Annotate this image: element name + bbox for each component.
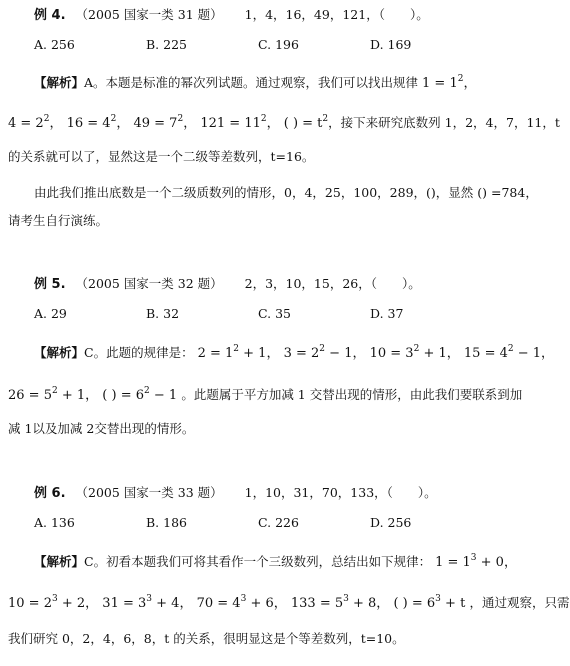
example-4-option-b: B. 225	[146, 37, 187, 52]
example-5-option-d: D. 37	[370, 306, 404, 321]
example-4-sequence: 1，4，16，49，121，（ ）。	[244, 7, 429, 22]
example-6-header	[34, 484, 437, 503]
example-6-sequence: 1，10，31，70，133，（ ）。	[244, 485, 437, 500]
example-5-analysis-text: C。此题的规律是：	[84, 345, 194, 360]
example-6-analysis-line-1	[34, 553, 517, 572]
example-6-option-d: D. 256	[370, 515, 412, 530]
example-5-label: 例 5.	[34, 277, 66, 292]
example-5-analysis-line-1	[34, 344, 554, 363]
example-6-option-a: A. 136	[34, 515, 75, 530]
example-4-label: 例 4.	[34, 8, 66, 23]
example-6-analysis-text: C。初看本题我们可将其看作一个三级数列，总结出如下规律：	[84, 554, 432, 569]
example-4-analysis-line-2: $4 = 2^2$， $16 = 4^2$， $49 = 7^2$， $121 = 11^2$， ( ) = $t^2$，接下来研究底数列 1，2，4，7，11，t	[8, 114, 560, 131]
example-4-analysis-line-5: 请考生自行演练。	[8, 213, 109, 228]
example-4-source: （2005 国家一类 31 题）	[75, 7, 223, 22]
example-5-analysis-line-3: 减 1以及加减 2交替出现的情形。	[8, 421, 195, 436]
example-4-option-d: D. 169	[370, 37, 412, 52]
example-6-label: 例 6.	[34, 486, 66, 501]
example-5-option-a: A. 29	[34, 306, 67, 321]
example-4-analysis-line-1	[34, 74, 476, 93]
example-4-header	[34, 6, 429, 25]
example-5-option-c: C. 35	[258, 306, 291, 321]
example-4-option-c: C. 196	[258, 37, 299, 52]
example-6-source: （2005 国家一类 33 题）	[75, 485, 223, 500]
example-5-analysis-line-2: $26 = 5^2 + 1$， ( ) = $6^2 - 1$ 。此题属于平方加减 1 交替出现的情形，由此我们要联系到加	[8, 386, 523, 403]
example-5-source: （2005 国家一类 32 题）	[75, 276, 223, 291]
example-5-analysis-tag: 【解析】	[34, 345, 85, 360]
example-5-rule-formula: $2 = 1^2 + 1$， $3 = 2^2 - 1$， $10 = 3^2 + 1$， $15 = 4^2 - 1$，	[197, 344, 555, 361]
example-6-analysis-line-2: $10 = 2^3 + 2$， $31 = 3^3 + 4$， $70 = 4^3 + 6$， $133 = 5^3 + 8$， ( ) = $6^3 + t$ ，通过观察，只需	[8, 594, 570, 611]
example-4-rule-formula: $1 = 1^2$，	[422, 74, 477, 91]
example-6-analysis-line-3: 我们研究 0，2，4，6，8，t 的关系，很明显这是个等差数列，t=10。	[8, 631, 405, 646]
example-6-option-c: C. 226	[258, 515, 299, 530]
example-5-option-b: B. 32	[146, 306, 180, 321]
example-4-analysis-text: A。本题是标准的幂次列试题。通过观察，我们可以找出规律	[84, 75, 419, 90]
example-4-analysis-line-3: 的关系就可以了，显然这是一个二级等差数列，t=16。	[8, 149, 315, 164]
example-4-option-a: A. 256	[34, 37, 75, 52]
example-5-header	[34, 275, 421, 294]
example-6-rule-formula: $1 = 1^3 + 0$，	[435, 553, 517, 570]
example-4-analysis-line-4: 由此我们推出底数是一个二级质数列的情形，0，4，25，100，289，()，显然 () =784，	[34, 185, 538, 200]
example-6-analysis-tag: 【解析】	[34, 554, 85, 569]
example-6-option-b: B. 186	[146, 515, 187, 530]
example-4-analysis-tag: 【解析】	[34, 75, 85, 90]
example-5-sequence: 2，3，10，15，26，（ ）。	[244, 276, 421, 291]
